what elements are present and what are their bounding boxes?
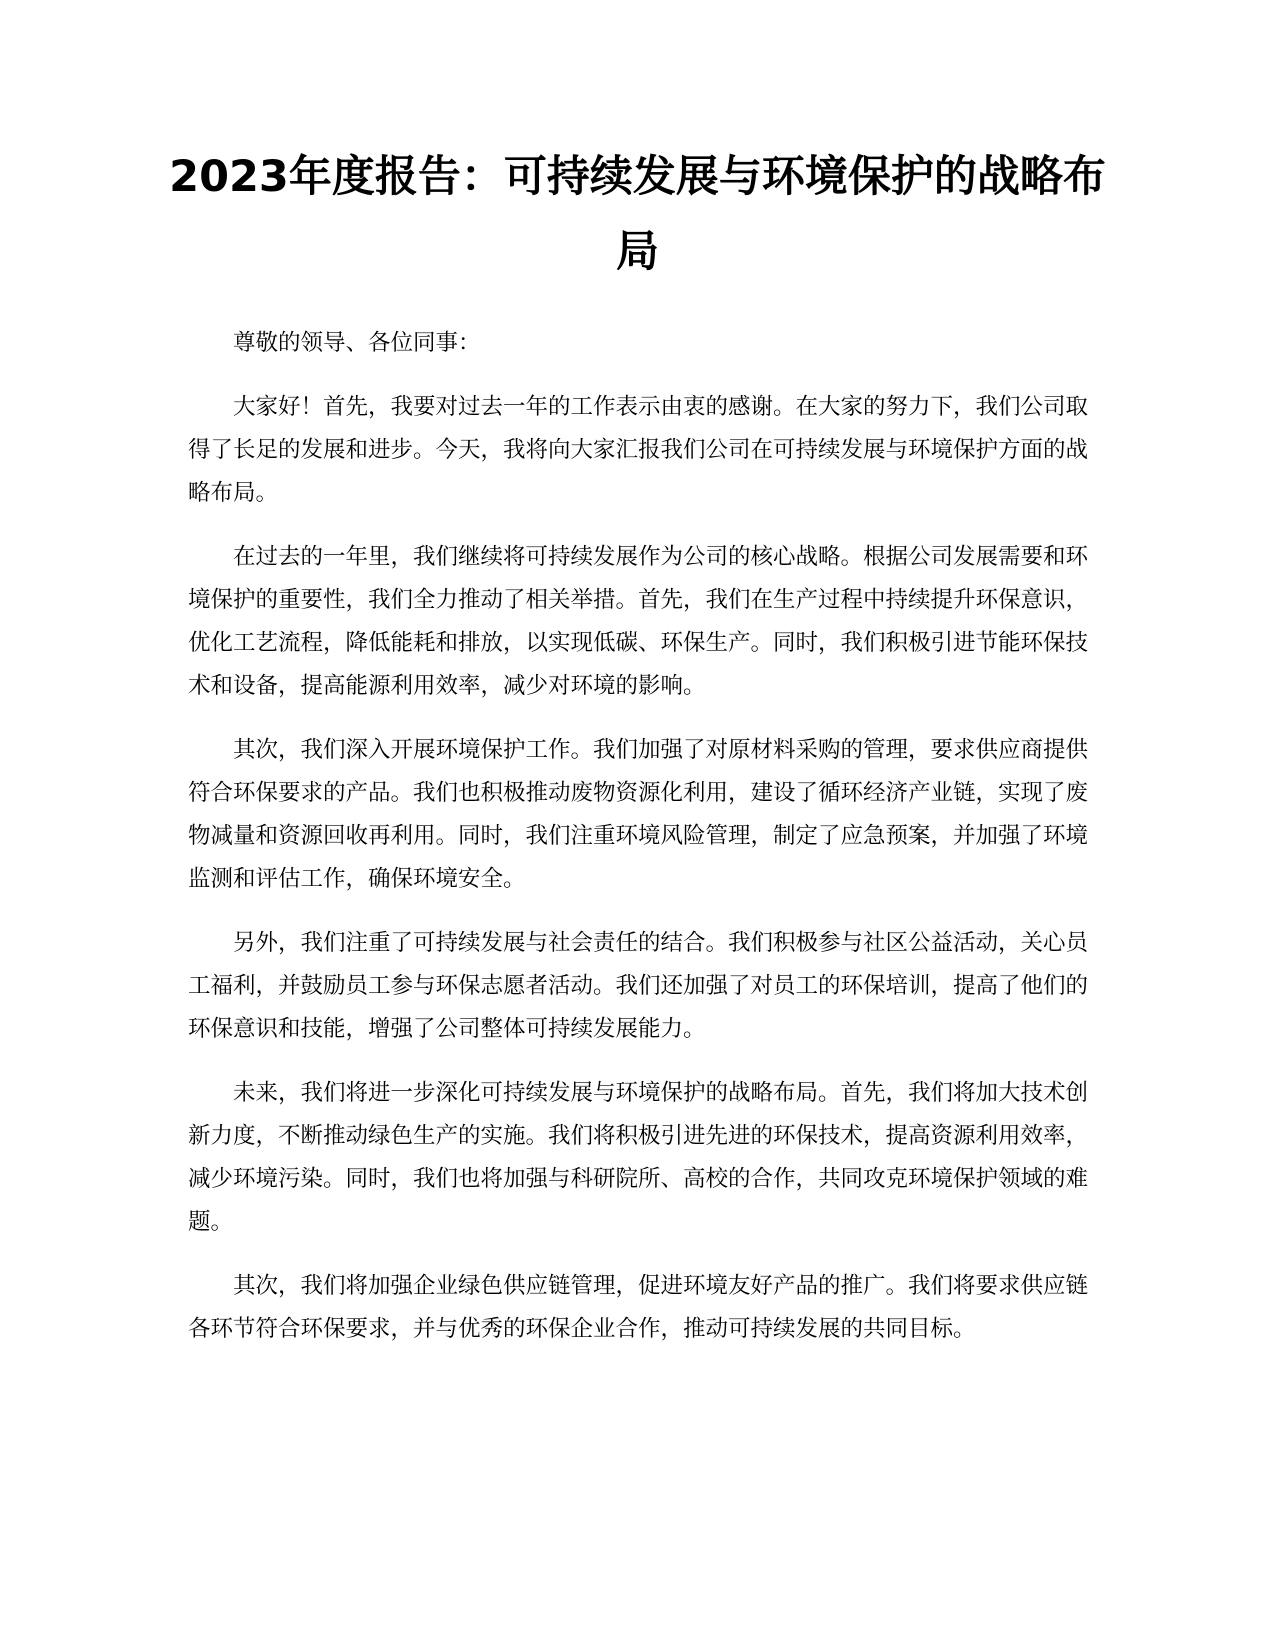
paragraph: 未来，我们将进一步深化可持续发展与环境保护的战略布局。首先，我们将加大技术创新力度，不断推动绿色生产的实施。我们将积极引进先进的环保技术，提高资源利用效率，减少环境污染。同时，我们也将加强与科研院所、高校的合作，共同攻克环境保护领域的难题。 — [188, 1080, 1089, 1235]
paragraph: 大家好！首先，我要对过去一年的工作表示由衷的感谢。在大家的努力下，我们公司取得了长足的发展和进步。今天，我将向大家汇报我们公司在可持续发展与环境保护方面的战略布局。 — [188, 394, 1089, 506]
document-title: 2023年度报告：可持续发展与环境保护的战略布局 — [169, 152, 1106, 277]
paragraph: 其次，我们将加强企业绿色供应链管理，促进环境友好产品的推广。我们将要求供应链各环节符合环保要求，并与优秀的环保企业合作，推动可持续发展的共同目标。 — [188, 1273, 1089, 1342]
paragraph: 其次，我们深入开展环境保护工作。我们加强了对原材料采购的管理，要求供应商提供符合环保要求的产品。我们也积极推动废物资源化利用，建设了循环经济产业链，实现了废物减量和资源回收再利用。同时，我们注重环境风险管理，制定了应急预案，并加强了环境监测和评估工作，确保环境安全。 — [188, 737, 1089, 892]
paragraph: 另外，我们注重了可持续发展与社会责任的结合。我们积极参与社区公益活动，关心员工福利，并鼓励员工参与环保志愿者活动。我们还加强了对员工的环保培训，提高了他们的环保意识和技能，增强了公司整体可持续发展能力。 — [188, 930, 1089, 1042]
salutation: 尊敬的领导、各位同事： — [233, 330, 481, 356]
document-body — [188, 322, 1088, 1372]
paragraph: 在过去的一年里，我们继续将可持续发展作为公司的核心战略。根据公司发展需要和环境保护的重要性，我们全力推动了相关举措。首先，我们在生产过程中持续提升环保意识，优化工艺流程，降低能耗和排放，以实现低碳、环保生产。同时，我们积极引进节能环保技术和设备，提高能源利用效率，减少对环境的影响。 — [188, 544, 1089, 699]
